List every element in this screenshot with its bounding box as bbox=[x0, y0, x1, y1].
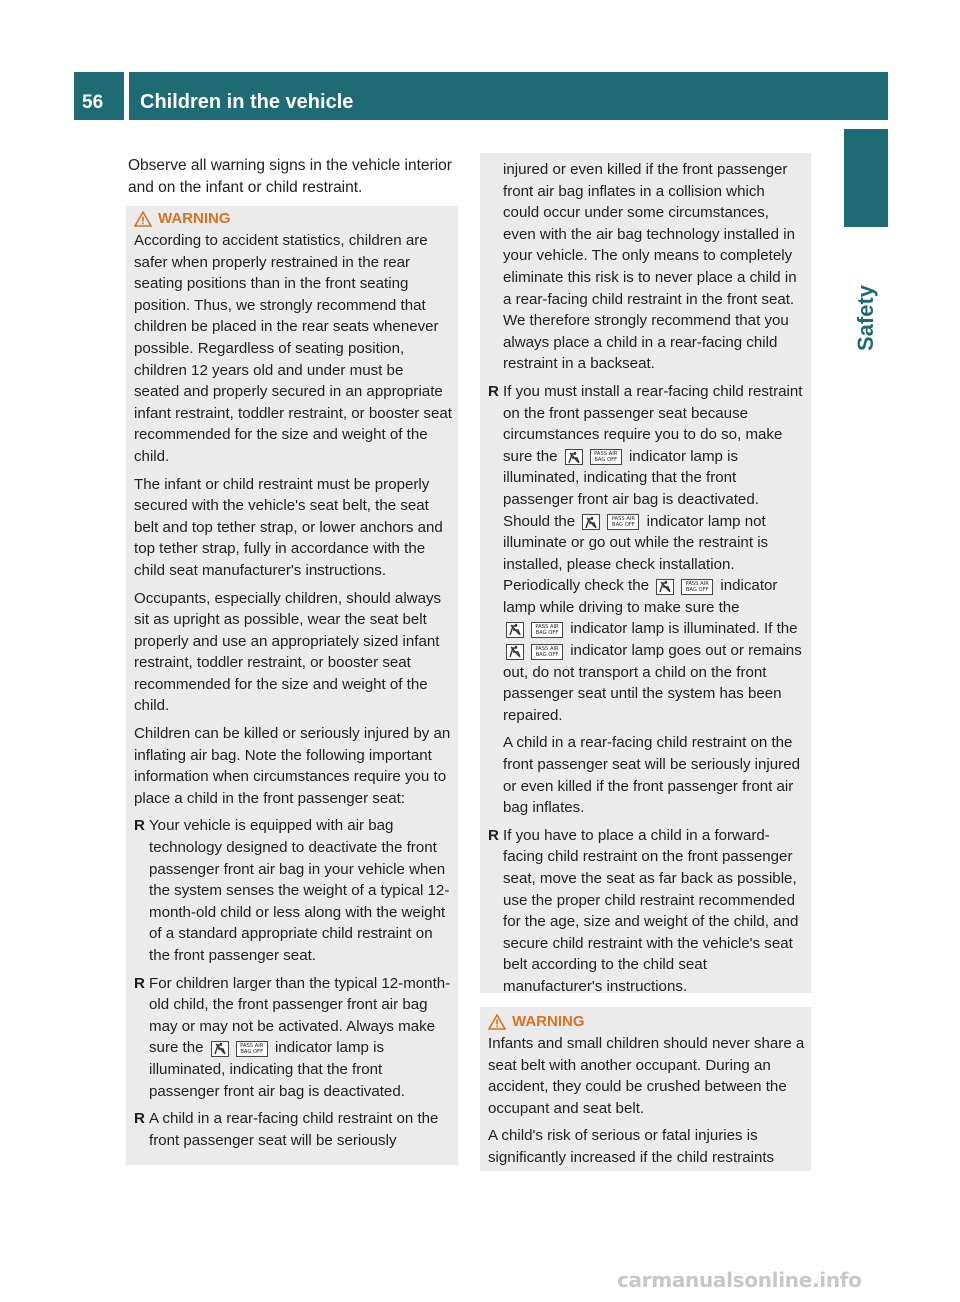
list-item-text bbox=[503, 381, 805, 727]
bullet-marker: R bbox=[134, 817, 145, 835]
warning-heading bbox=[134, 208, 452, 230]
watermark: carmanualsonline.info bbox=[617, 1268, 862, 1292]
warning-triangle-icon bbox=[134, 211, 152, 227]
list-item-text-part: For children larger than the typical 12-month-old child, the front passenger front air bag may or may not be activated. Always make sure the bbox=[149, 974, 451, 1057]
list-item-text bbox=[149, 973, 452, 1103]
airbag-indicator bbox=[656, 579, 713, 595]
side-tab-marker bbox=[844, 129, 888, 227]
pass-airbag-off-icon: PASS AIR BAG OFF bbox=[607, 514, 639, 530]
pass-airbag-off-icon: PASS AIR BAG OFF bbox=[681, 579, 713, 595]
bullet-marker: R bbox=[134, 1110, 145, 1128]
list-item-text-part: indicator lamp while driving to make sure the bbox=[503, 577, 778, 616]
list-item-text: A child in a rear-facing child restraint on the front passenger seat will be seriously injured or even killed if the front passenger front air bag inflates. bbox=[503, 734, 800, 817]
list-item bbox=[488, 732, 805, 818]
warning-paragraph: Occupants, especially children, should always sit as upright as possible, wear the seat belt properly and use an appropriately sized infant restraint, toddler restraint, or booster seat recommended for the size and weight of the child. bbox=[134, 589, 442, 715]
bullet-marker: R bbox=[488, 826, 499, 844]
airbag-indicator bbox=[506, 622, 563, 638]
warning-label: WARNING bbox=[512, 1013, 585, 1030]
pass-airbag-off-icon: PASS AIR BAG OFF bbox=[531, 622, 563, 638]
warning-label: WARNING bbox=[158, 210, 231, 227]
list-item-text-part: indicator lamp is illuminated. If the bbox=[570, 620, 798, 638]
warning-paragraph: Infants and small children should never share a seat belt with another occupant. During an accident, they could be crushed between the occupant and seat belt. bbox=[488, 1035, 805, 1117]
list-item bbox=[134, 1108, 452, 1151]
child-seat-icon bbox=[506, 644, 524, 660]
airbag-indicator bbox=[582, 514, 639, 530]
section-title: Children in the vehicle bbox=[129, 72, 888, 120]
airbag-indicator bbox=[565, 449, 622, 465]
warning-paragraph: A child's risk of serious or fatal injuries is significantly increased if the child restraints bbox=[488, 1127, 775, 1166]
warning-box-1 bbox=[126, 206, 458, 1165]
intro-text: Observe all warning signs in the vehicle interior and on the infant or child restraint. bbox=[128, 157, 452, 196]
list-item-text-part: indicator lamp is illuminated, indicating that the front passenger front air bag is deactivated. Should the bbox=[503, 447, 759, 530]
list-item bbox=[488, 381, 805, 727]
bullet-spacer bbox=[488, 732, 503, 818]
list-item-text-part: indicator lamp is illuminated, indicating that the front passenger front air bag is deactivated. bbox=[149, 1039, 405, 1100]
pass-airbag-off-icon: PASS AIR BAG OFF bbox=[531, 644, 563, 660]
warning-paragraph: The infant or child restraint must be properly secured with the vehicle's seat belt, the seat belt and top tether strap, or lower anchors and top tether strap, fully in accordance with the child seat manufacturer's instructions. bbox=[134, 475, 443, 579]
list-item-text: injured or even killed if the front passenger front air bag inflates in a collision which could occur under some circumstances, even with the air bag technology installed in your vehicle. The only means to completely eliminate this risk is to never place a child in a rear-facing child restraint in the front seat. We therefore strongly recommend that you always place a child in a rear-facing child restraint in a backseat. bbox=[503, 161, 797, 373]
bullet-marker: R bbox=[488, 382, 499, 400]
warning-box-1-continued bbox=[480, 153, 811, 993]
list-item-text: A child in a rear-facing child restraint on the front passenger seat will be seriously bbox=[149, 1110, 439, 1149]
list-item bbox=[488, 825, 805, 998]
warning-heading bbox=[488, 1011, 805, 1033]
pass-airbag-off-icon: PASS AIR BAG OFF bbox=[236, 1041, 268, 1057]
page-number: 56 bbox=[74, 72, 124, 120]
bullet-marker: R bbox=[134, 974, 145, 992]
child-seat-icon bbox=[656, 579, 674, 595]
warning-paragraph: Children can be killed or seriously injured by an inflating air bag. Note the following important information when circumstances require you to place a child in the front passenger seat: bbox=[134, 725, 451, 807]
warning-box-2 bbox=[480, 1007, 811, 1171]
warning-triangle-icon bbox=[488, 1014, 506, 1030]
side-tab-label: Safety bbox=[853, 284, 878, 351]
airbag-indicator bbox=[211, 1041, 268, 1057]
list-item bbox=[488, 159, 805, 375]
child-seat-icon bbox=[211, 1041, 229, 1057]
warning-paragraph: According to accident statistics, children are safer when properly restrained in the rear seating positions than in the front seating position. Thus, we strongly recommend that children be placed in the rear seats whenever possible. Regardless of seating position, children 12 years old and under must be seated and properly secured in an appropriate infant restraint, toddler restraint, or booster seat recommended for the size and weight of the child. bbox=[134, 232, 452, 465]
airbag-indicator bbox=[506, 644, 563, 660]
list-item bbox=[134, 973, 452, 1103]
child-seat-icon bbox=[565, 449, 583, 465]
list-item-text-part: indicator lamp not illuminate or go out while the restraint is installed, please check installation. Periodically check the bbox=[503, 512, 769, 595]
pass-airbag-off-icon: PASS AIR BAG OFF bbox=[590, 449, 622, 465]
list-item-text-part: If you must install a rear-facing child restraint on the front passenger seat because circumstances require you to do so, make sure the bbox=[503, 382, 803, 465]
list-item-text-part: indicator lamp goes out or remains out, do not transport a child on the front passenger seat until the system has been repaired. bbox=[503, 642, 802, 724]
list-item-text: If you have to place a child in a forward-facing child restraint on the front passenger seat, move the seat as far back as possible, use the proper child restraint recommended for the age, size and weight of the child, and secure child restraint with the vehicle's seat belt according to the child seat manufacturer's instructions. bbox=[503, 826, 799, 995]
child-seat-icon bbox=[506, 622, 524, 638]
child-seat-icon bbox=[582, 514, 600, 530]
list-item-text: Your vehicle is equipped with air bag technology designed to deactivate the front passenger front air bag in your vehicle when the system senses the weight of a typical 12-month-old child or less along with the weight of a standard appropriate child restraint on the front passenger seat. bbox=[149, 817, 450, 964]
list-item bbox=[134, 815, 452, 966]
bullet-spacer bbox=[488, 159, 503, 375]
